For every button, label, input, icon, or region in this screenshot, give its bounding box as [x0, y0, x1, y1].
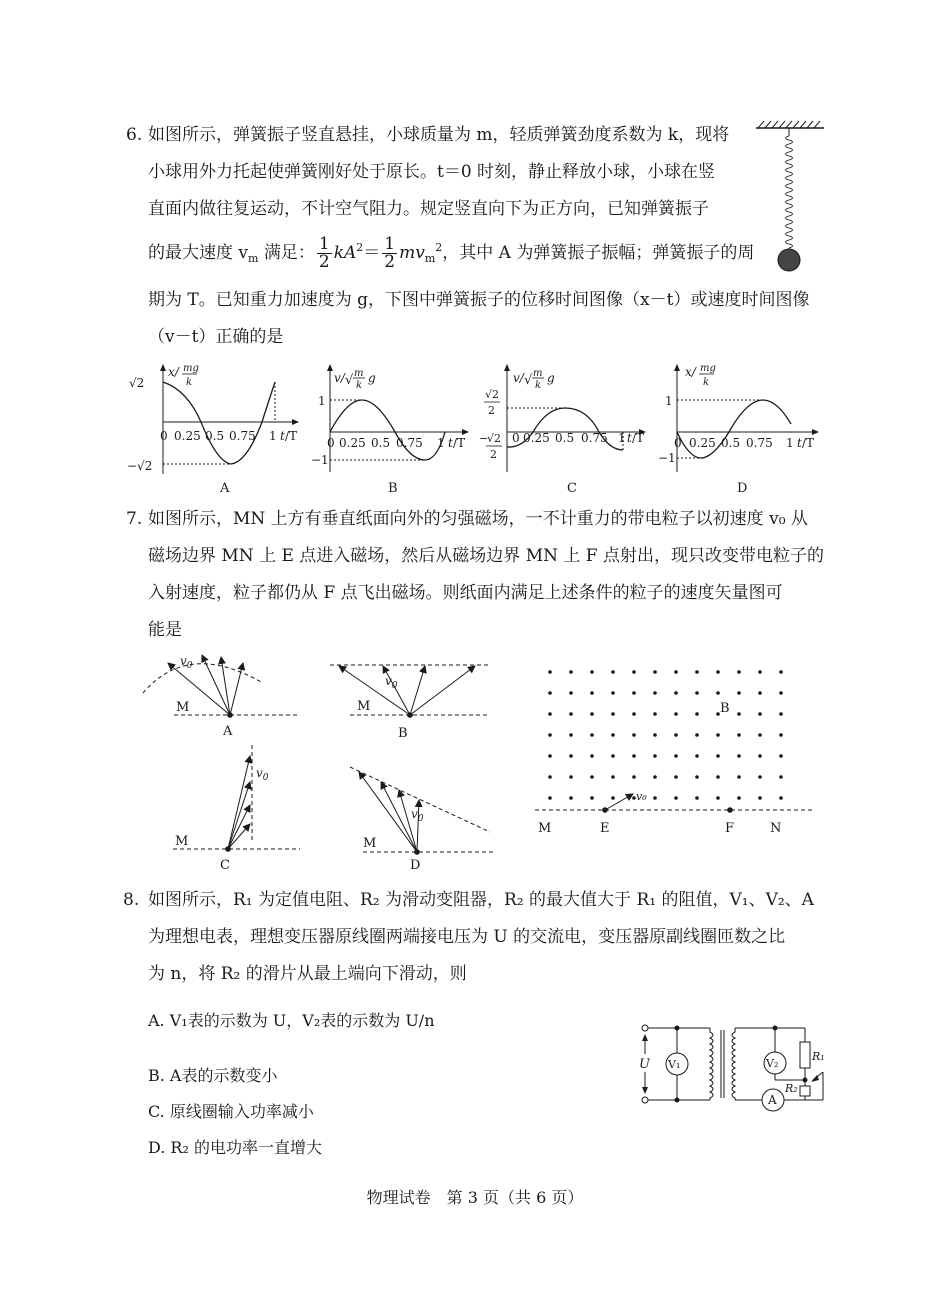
field-dot — [611, 712, 615, 716]
question-text-line: 磁场边界 MN 上 E 点进入磁场，然后从磁场边界 MN 上 F 点射出，现只改变带电粒子的 — [148, 546, 824, 566]
field-dot — [779, 691, 783, 695]
svg-text:1: 1 — [318, 394, 326, 408]
field-dot — [632, 775, 636, 779]
field-dot — [695, 712, 699, 716]
point-m: M — [538, 821, 552, 836]
question-text-line: 期为 T。已知重力加速度为 g，下图中弹簧振子的位移时间图像（x－t）或速度时间图像 — [148, 290, 810, 310]
svg-text:t: t — [280, 429, 285, 443]
field-dot — [737, 691, 741, 695]
svg-text:x/: x/ — [685, 365, 696, 379]
diagram-label: A — [223, 724, 233, 739]
field-dot — [653, 775, 657, 779]
field-dot — [716, 754, 720, 758]
field-dot — [779, 796, 783, 800]
field-dot — [548, 733, 552, 737]
magnetic-field-diagram — [530, 660, 820, 840]
field-dot — [716, 691, 720, 695]
svg-text:v0: $v_0$ — [411, 807, 424, 824]
ammeter-a: A — [768, 1093, 777, 1107]
graph-label: B — [388, 481, 398, 496]
svg-text:−1: −1 — [311, 453, 329, 467]
diagram-label: B — [398, 726, 408, 741]
question-number: 6. — [126, 125, 143, 145]
vector-diagram-b — [325, 655, 500, 743]
resistor-r1: R₁ — [812, 1050, 825, 1063]
field-dot — [548, 796, 552, 800]
svg-text:√2: √2 — [487, 432, 502, 445]
question-number: 8. — [123, 890, 140, 910]
question-7 — [126, 501, 848, 649]
svg-text:g: g — [368, 371, 376, 385]
diagram-label: C — [220, 858, 230, 873]
svg-text:M: M — [175, 834, 189, 849]
svg-text:√2: √2 — [485, 388, 500, 401]
field-dot — [779, 733, 783, 737]
field-dot — [737, 796, 741, 800]
option-c[interactable]: C. 原线圈输入功率减小 — [148, 1102, 314, 1121]
field-dot — [548, 775, 552, 779]
field-dot — [674, 796, 678, 800]
voltmeter-v2: V₂ — [766, 1057, 779, 1070]
svg-text:v0: $v_0$ — [385, 674, 398, 691]
field-dot — [611, 796, 615, 800]
svg-text:0.25: 0.25 — [523, 431, 550, 445]
svg-text:0.5: 0.5 — [721, 436, 741, 450]
point-e: E — [600, 821, 610, 836]
svg-text:t: t — [448, 436, 453, 450]
question-text-line: 如图所示，R₁ 为定值电阻、R₂ 为滑动变阻器，R₂ 的最大值大于 R₁ 的阻值，V₁、V₂、A — [148, 890, 814, 910]
point-f: F — [725, 821, 735, 836]
graph-label: A — [220, 481, 230, 496]
fraction: $\frac{1}{2}$ — [384, 234, 396, 272]
field-dot — [737, 712, 741, 716]
field-dot — [737, 775, 741, 779]
svg-text:g: g — [547, 371, 555, 385]
field-dot — [611, 691, 615, 695]
field-dot — [779, 712, 783, 716]
field-dot — [653, 733, 657, 737]
resistor-r2: R₂ — [785, 1082, 798, 1095]
svg-text:v0: $v_0$ — [180, 654, 193, 671]
field-dot — [674, 733, 678, 737]
svg-text:0.75: 0.75 — [581, 431, 608, 445]
svg-text:2: 2 — [488, 404, 495, 417]
field-dot — [548, 670, 552, 674]
svg-text:−1: −1 — [658, 451, 676, 465]
field-dot — [695, 670, 699, 674]
spring-oscillator-figure — [748, 118, 828, 278]
svg-text:0: 0 — [512, 431, 520, 445]
field-dot — [590, 691, 594, 695]
field-dot — [590, 670, 594, 674]
option-b[interactable]: B. A表的示数变小 — [148, 1066, 278, 1085]
svg-text:0: 0 — [160, 429, 168, 443]
question-text-line: 能是 — [148, 620, 182, 640]
svg-text:/T: /T — [453, 436, 466, 450]
field-dot — [716, 796, 720, 800]
field-dot — [779, 670, 783, 674]
svg-text:−: − — [479, 432, 489, 445]
diagram-label: D — [410, 858, 421, 873]
field-dot — [653, 754, 657, 758]
field-dot — [737, 733, 741, 737]
svg-text:0.75: 0.75 — [746, 436, 773, 450]
field-dot — [758, 712, 762, 716]
svg-text:k: k — [356, 380, 363, 391]
field-dot — [758, 796, 762, 800]
svg-text:0.75: 0.75 — [396, 436, 423, 450]
field-dot — [737, 670, 741, 674]
field-dot — [569, 796, 573, 800]
field-dot — [632, 670, 636, 674]
v0-label: v₀ — [636, 790, 647, 803]
field-dot — [758, 775, 762, 779]
vector-diagram-c — [170, 742, 305, 854]
field-dot — [779, 754, 783, 758]
svg-text:x/: x/ — [168, 365, 179, 379]
question-text-line: 直面内做往复运动，不计空气阻力。规定竖直向下为正方向，已知弹簧振子 — [148, 199, 709, 219]
field-dot — [674, 670, 678, 674]
field-dot — [779, 775, 783, 779]
vector-diagram-a — [138, 645, 308, 740]
field-dot — [695, 733, 699, 737]
field-dot — [611, 670, 615, 674]
field-dot — [758, 733, 762, 737]
field-dot — [611, 775, 615, 779]
svg-text:0.25: 0.25 — [174, 429, 201, 443]
svg-text:m: m — [533, 368, 543, 379]
question-text-line: （v－t）正确的是 — [148, 327, 284, 347]
question-text-line: 为理想电表，理想变压器原线圈两端接电压为 U 的交流电，变压器原副线圈匝数之比 — [148, 927, 786, 947]
svg-text:M: M — [357, 699, 371, 714]
field-dot — [590, 796, 594, 800]
field-dot — [695, 796, 699, 800]
field-dot — [716, 670, 720, 674]
svg-text:mg: mg — [700, 363, 716, 374]
field-dot — [611, 733, 615, 737]
page-footer: 物理试卷 第 3 页（共 6 页） — [366, 1188, 584, 1207]
svg-text:0.25: 0.25 — [689, 436, 716, 450]
svg-text:k: k — [535, 380, 542, 391]
fraction: $\frac{1}{2}$ — [318, 234, 330, 272]
field-dot — [548, 754, 552, 758]
svg-text:1: 1 — [618, 431, 626, 445]
field-dot — [569, 670, 573, 674]
question-text-line: 小球用外力托起使弹簧刚好处于原长。t＝0 时刻，静止释放小球，小球在竖 — [148, 162, 716, 182]
field-dot — [758, 670, 762, 674]
voltage-label: U — [639, 1057, 650, 1072]
svg-text:√: √ — [345, 373, 354, 388]
graph-c — [477, 362, 657, 497]
field-dot — [590, 775, 594, 779]
field-dot — [569, 712, 573, 716]
graph-d — [655, 362, 835, 497]
field-dot — [632, 733, 636, 737]
field-dot — [548, 712, 552, 716]
field-dot — [674, 691, 678, 695]
svg-text:0: 0 — [327, 436, 335, 450]
svg-text:1: 1 — [786, 436, 794, 450]
field-dot — [632, 754, 636, 758]
field-dot — [716, 775, 720, 779]
svg-text:1: 1 — [665, 394, 673, 408]
svg-text:k: k — [703, 377, 710, 388]
graph-a — [125, 362, 300, 497]
point-n: N — [770, 821, 782, 836]
svg-text:2: 2 — [490, 448, 497, 461]
field-dot — [590, 712, 594, 716]
field-label-b: B — [720, 701, 730, 716]
field-dot — [632, 712, 636, 716]
svg-text:m: m — [354, 368, 364, 379]
question-text-line: 如图所示，弹簧振子竖直悬挂，小球质量为 m，轻质弹簧劲度系数为 k，现将 — [148, 125, 730, 145]
svg-text:/T: /T — [632, 431, 645, 445]
field-dot — [758, 754, 762, 758]
svg-text:√2: √2 — [129, 376, 145, 390]
field-dot — [737, 754, 741, 758]
field-dot — [632, 691, 636, 695]
option-a[interactable]: A. V₁表的示数为 U，V₂表的示数为 U/n — [148, 1011, 435, 1030]
field-dots — [548, 670, 783, 800]
question-text-line: 如图所示，MN 上方有垂直纸面向外的匀强磁场，一不计重力的带电粒子以初速度 v₀ 从 — [148, 509, 808, 529]
svg-text:v/: v/ — [513, 371, 524, 385]
svg-text:1: 1 — [437, 436, 445, 450]
svg-text:M: M — [363, 836, 377, 851]
svg-text:mg: mg — [183, 363, 199, 374]
svg-text:t: t — [627, 431, 632, 445]
svg-text:0.75: 0.75 — [229, 429, 256, 443]
svg-text:1: 1 — [269, 429, 277, 443]
graph-label: C — [567, 481, 577, 496]
question-text-line: 入射速度，粒子都仍从 F 点飞出磁场。则纸面内满足上述条件的粒子的速度矢量图可 — [148, 583, 783, 603]
field-dot — [695, 775, 699, 779]
svg-text:0: 0 — [674, 436, 682, 450]
svg-text:0.5: 0.5 — [371, 436, 391, 450]
svg-text:−√2: −√2 — [127, 459, 153, 473]
question-8 — [123, 882, 848, 993]
voltmeter-v1: V₁ — [668, 1058, 681, 1071]
svg-text:t: t — [797, 436, 802, 450]
field-dot — [569, 754, 573, 758]
field-dot — [569, 691, 573, 695]
field-dot — [716, 733, 720, 737]
svg-text:v0: $v_0$ — [256, 766, 269, 783]
question-6 — [126, 117, 755, 272]
field-dot — [758, 691, 762, 695]
svg-text:0.5: 0.5 — [555, 431, 575, 445]
field-dot — [674, 775, 678, 779]
question-text-line: 的最大速度 $v_m$ 满足： $\frac{1}{2}$ $kA^2=$ $\frac{1}{2}$ $mv_m^2$，其中 A 为弹簧振子振幅；弹簧振子的周 — [148, 234, 755, 272]
question-6-cont — [148, 282, 848, 356]
svg-text:v/: v/ — [334, 371, 345, 385]
svg-text:M: M — [176, 700, 190, 715]
svg-text:0.5: 0.5 — [205, 429, 225, 443]
field-dot — [548, 691, 552, 695]
field-dot — [653, 670, 657, 674]
field-dot — [590, 733, 594, 737]
field-dot — [674, 754, 678, 758]
option-d[interactable]: D. R₂ 的电功率一直增大 — [148, 1138, 322, 1157]
field-dot — [569, 733, 573, 737]
field-dot — [674, 712, 678, 716]
graph-label: D — [737, 481, 748, 496]
svg-text:/T: /T — [802, 436, 815, 450]
field-dot — [569, 775, 573, 779]
field-dot — [653, 712, 657, 716]
field-dot — [695, 754, 699, 758]
field-dot — [653, 691, 657, 695]
transformer-circuit — [635, 1022, 835, 1122]
vector-diagram-d — [345, 760, 505, 856]
field-dot — [653, 796, 657, 800]
field-dot — [590, 754, 594, 758]
svg-text:k: k — [186, 377, 193, 388]
field-dot — [695, 691, 699, 695]
graph-b — [305, 362, 480, 497]
question-number: 7. — [126, 509, 143, 529]
svg-text:√: √ — [524, 373, 533, 388]
svg-text:0.25: 0.25 — [339, 436, 366, 450]
field-dot — [611, 754, 615, 758]
question-text-line: 为 n，将 R₂ 的滑片从最上端向下滑动，则 — [148, 964, 467, 984]
svg-text:/T: /T — [285, 429, 298, 443]
